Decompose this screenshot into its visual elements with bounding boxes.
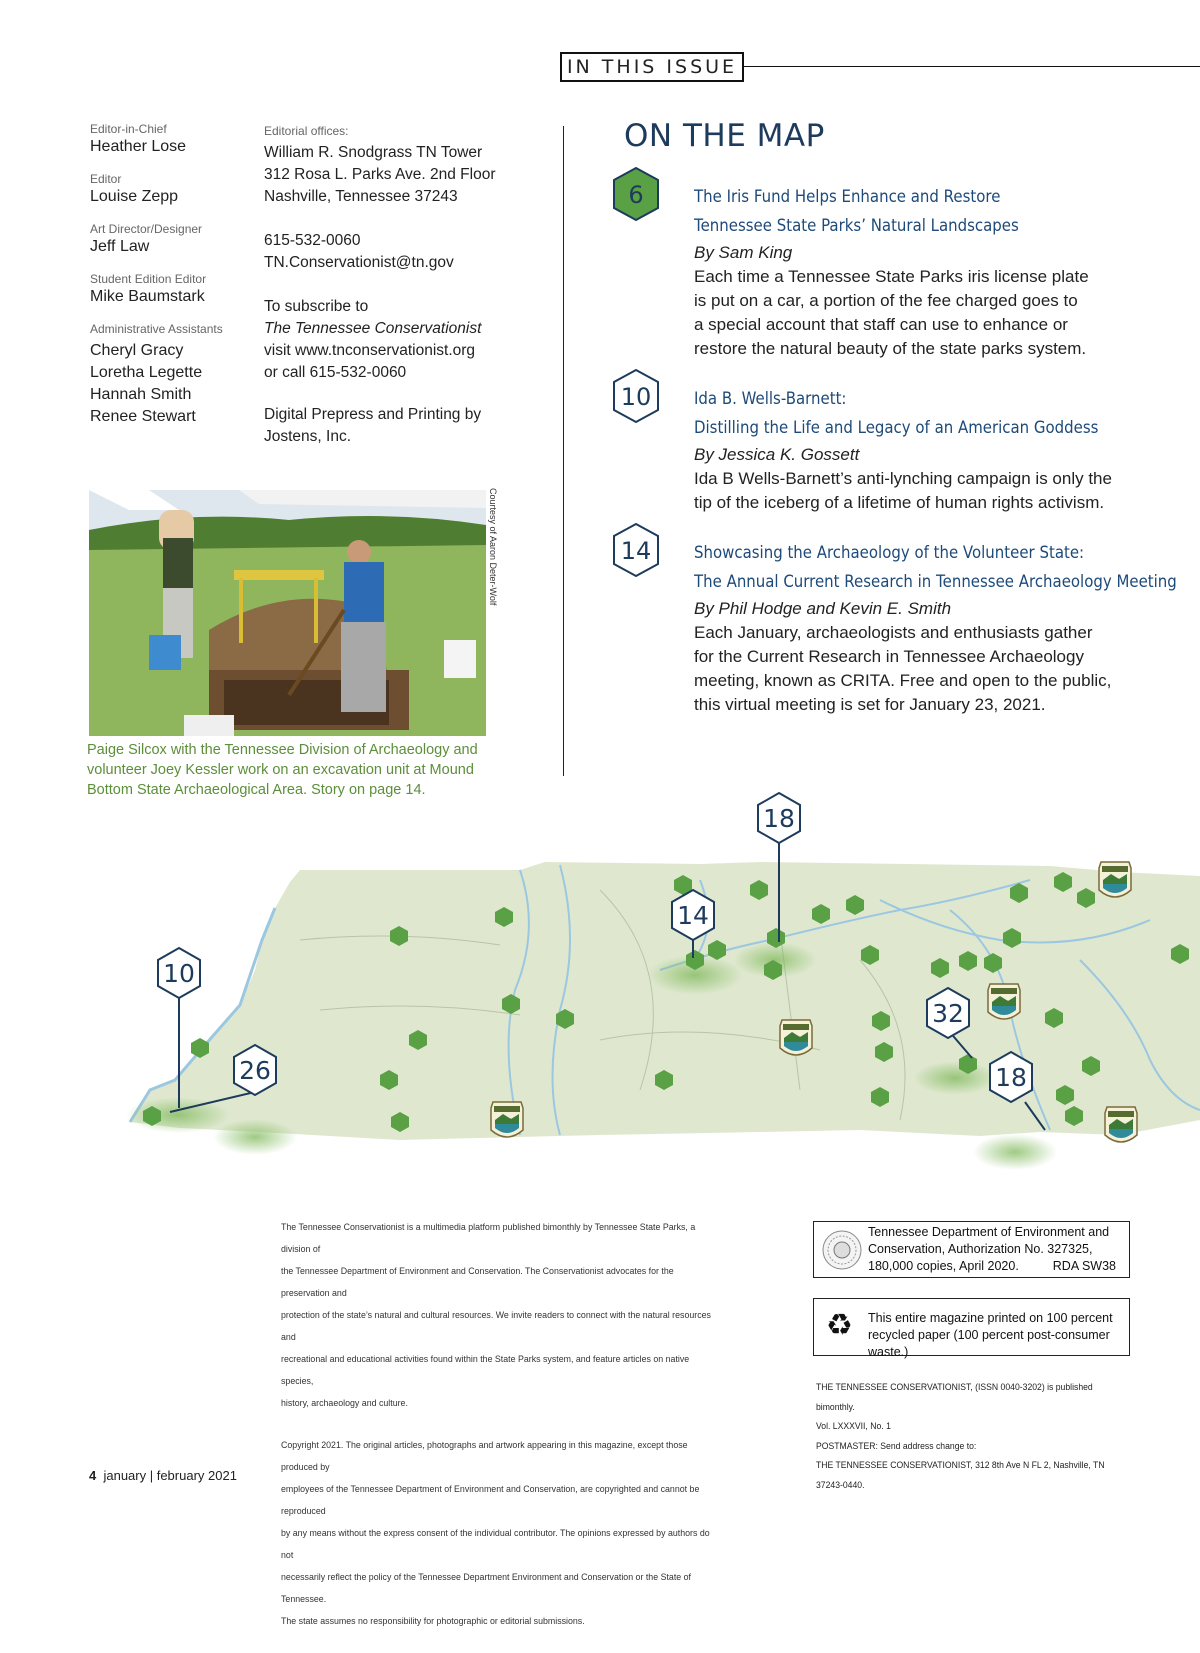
story-title[interactable]: Ida B. Wells-Barnett: [694, 389, 847, 409]
masthead [90, 122, 260, 428]
story-description: Each January, archaeologists and enthusiasts gather [694, 623, 1093, 642]
masthead-role: Editor-in-Chief [90, 122, 167, 136]
story-page-number: 10 [620, 383, 652, 411]
masthead-name: Jeff Law [90, 238, 150, 255]
story-byline: By Phil Hodge and Kevin E. Smith [694, 599, 952, 618]
story-title[interactable]: Distilling the Life and Legacy of an American Goddess [694, 418, 1099, 438]
story-description: Each time a Tennessee State Parks iris license plate [694, 267, 1089, 286]
page-footer [89, 1468, 237, 1483]
caption-line: volunteer Joey Kessler work on an excavation unit at Mound [87, 762, 474, 778]
masthead-name: Renee Stewart [90, 408, 196, 425]
issn-line: Vol. LXXXVII, No. 1 [816, 1421, 891, 1432]
map-marker-32: 32 [932, 999, 964, 1028]
story-title[interactable]: Tennessee State Parks’ Natural Landscapes [694, 216, 1019, 236]
authorization-line: 180,000 copies, April 2020. [868, 1259, 1019, 1273]
offices-label: Editorial offices: [264, 124, 349, 138]
copyright-line: employees of the Tennessee Department of Environment and Conservation, are copyrighted and cannot be reproduced [281, 1484, 700, 1517]
about-line: recreational and educational activities found within the State Parks system, and feature articles on native species, [281, 1354, 690, 1387]
email-address[interactable]: TN.Conservationist@tn.gov [264, 254, 454, 271]
story-ida-b-wells[interactable] [694, 385, 1164, 515]
on-the-map-heading: ON THE MAP [624, 118, 825, 154]
story-title[interactable]: Showcasing the Archaeology of the Volunteer State: [694, 543, 1085, 563]
story-description: a special account that staff can use to enhance or [694, 315, 1068, 334]
masthead-name: Heather Lose [90, 138, 187, 155]
copyright-line: by any means without the express consent of the individual contributor. The opinions expressed by authors do not [281, 1528, 710, 1561]
masthead-name: Mike Baumstark [90, 288, 205, 305]
issn-line: POSTMASTER: Send address change to: [816, 1440, 977, 1452]
copyright-line: The state assumes no responsibility for photographic or editorial submissions. [281, 1616, 585, 1627]
masthead-name: Hannah Smith [90, 386, 192, 403]
story-description: is put on a car, a portion of the fee charged goes to [694, 291, 1078, 310]
caption-line: Bottom State Archaeological Area. Story on page 14. [87, 782, 426, 798]
copyright-line: Copyright 2021. The original articles, photographs and artwork appearing in this magazine, except those produced by [281, 1440, 688, 1473]
issn-line: THE TENNESSEE CONSERVATIONIST, (ISSN 0040-3202) is published bimonthly. [816, 1382, 1093, 1413]
recycled-box [813, 1298, 1130, 1359]
masthead-role: Editor [90, 172, 122, 186]
editorial-offices [264, 120, 554, 448]
map-marker-14: 14 [677, 901, 709, 930]
masthead-role: Administrative Assistants [90, 322, 223, 336]
section-label: IN THIS ISSUE [560, 52, 744, 82]
subscribe-url[interactable]: visit www.tnconservationist.org [264, 342, 476, 359]
page-10-hex-icon [611, 368, 661, 424]
masthead-name: Cheryl Gracy [90, 342, 184, 359]
about-line: history, archaeology and culture. [281, 1398, 408, 1409]
story-archaeology[interactable] [694, 539, 1177, 717]
story-description: for the Current Research in Tennessee Archaeology [694, 647, 1084, 666]
tennessee-map [0, 790, 1200, 1180]
address-line: William R. Snodgrass TN Tower [264, 144, 483, 161]
about-line: The Tennessee Conservationist is a multimedia platform published bimonthly by Tennessee State Parks, a division of [281, 1222, 696, 1255]
photo-credit-text: Courtesy of Aaron Deter-Wolf [488, 488, 498, 606]
map-marker-18-north: 18 [763, 804, 795, 833]
masthead-role: Student Edition Editor [90, 272, 207, 286]
rda-code: RDA SW38 [1052, 1259, 1116, 1273]
issn-line: THE TENNESSEE CONSERVATIONIST, 312 8th Ave N FL 2, Nashville, TN 37243-0440. [816, 1460, 1105, 1491]
story-page-number: 14 [620, 537, 652, 565]
header-rule [742, 66, 1200, 67]
issue-date: january | february 2021 [103, 1468, 237, 1483]
story-description: restore the natural beauty of the state parks system. [694, 339, 1087, 358]
printing-line: Digital Prepress and Printing by [264, 406, 482, 423]
story-description: meeting, known as CRITA. Free and open to the public, [694, 671, 1112, 690]
address-line: Nashville, Tennessee 37243 [264, 188, 458, 205]
copyright-line: necessarily reflect the policy of the Tennessee Department Environment and Conservation or the State of Tennessee. [281, 1572, 692, 1605]
story-description: this virtual meeting is set for January 23, 2021. [694, 695, 1046, 714]
authorization-line: Conservation, Authorization No. 327325, [868, 1242, 1093, 1256]
authorization-line: Tennessee Department of Environment and [868, 1225, 1110, 1239]
page-number: 4 [89, 1468, 97, 1483]
recycle-icon: ♻ [826, 1308, 853, 1343]
issn-statement [816, 1378, 1122, 1495]
map-marker-26: 26 [239, 1056, 271, 1085]
story-description: Ida B Wells-Barnett’s anti-lynching campaign is only the [694, 469, 1112, 488]
story-page-number: 6 [628, 181, 644, 209]
about-line: protection of the state’s natural and cultural resources. We invite readers to connect with the natural resources and [281, 1310, 711, 1343]
printing-line: Jostens, Inc. [264, 428, 352, 445]
story-iris-fund[interactable] [694, 183, 1164, 361]
copyright-paragraph [281, 1435, 718, 1633]
recycled-line: recycled paper (100 percent post-consumer waste.) [868, 1328, 1110, 1359]
address-line: 312 Rosa L. Parks Ave. 2nd Floor [264, 166, 496, 183]
masthead-name: Louise Zepp [90, 188, 179, 205]
subscribe-phone: or call 615-532-0060 [264, 364, 407, 381]
phone-number: 615-532-0060 [264, 232, 361, 249]
magazine-title: The Tennessee Conservationist [264, 320, 482, 337]
authorization-box [813, 1221, 1130, 1278]
page-14-hex-icon [611, 522, 661, 578]
about-and-copyright [281, 1217, 718, 1653]
about-line: the Tennessee Department of Environment and Conservation. The Conservationist advocates for the preservation and [281, 1266, 674, 1299]
masthead-name: Loretha Legette [90, 364, 203, 381]
recycled-line: This entire magazine printed on 100 percent [868, 1311, 1113, 1325]
caption-line: Paige Silcox with the Tennessee Division of Archaeology and [87, 742, 478, 758]
column-divider [563, 126, 564, 776]
story-byline: By Jessica K. Gossett [694, 445, 860, 464]
photo-credit [484, 488, 498, 738]
story-title[interactable]: The Iris Fund Helps Enhance and Restore [694, 187, 1001, 207]
state-seal-icon [821, 1230, 863, 1270]
page-6-hex-icon [611, 166, 661, 222]
about-paragraph [281, 1217, 718, 1415]
subscribe-line: To subscribe to [264, 298, 369, 315]
story-title[interactable]: The Annual Current Research in Tennessee Archaeology Meeting [694, 572, 1177, 592]
masthead-role: Art Director/Designer [90, 222, 203, 236]
story-description: tip of the iceberg of a lifetime of human rights activism. [694, 493, 1105, 512]
story-byline: By Sam King [694, 243, 793, 262]
map-marker-18-east: 18 [995, 1063, 1027, 1092]
map-marker-10: 10 [163, 959, 195, 988]
excavation-photo [89, 490, 486, 736]
